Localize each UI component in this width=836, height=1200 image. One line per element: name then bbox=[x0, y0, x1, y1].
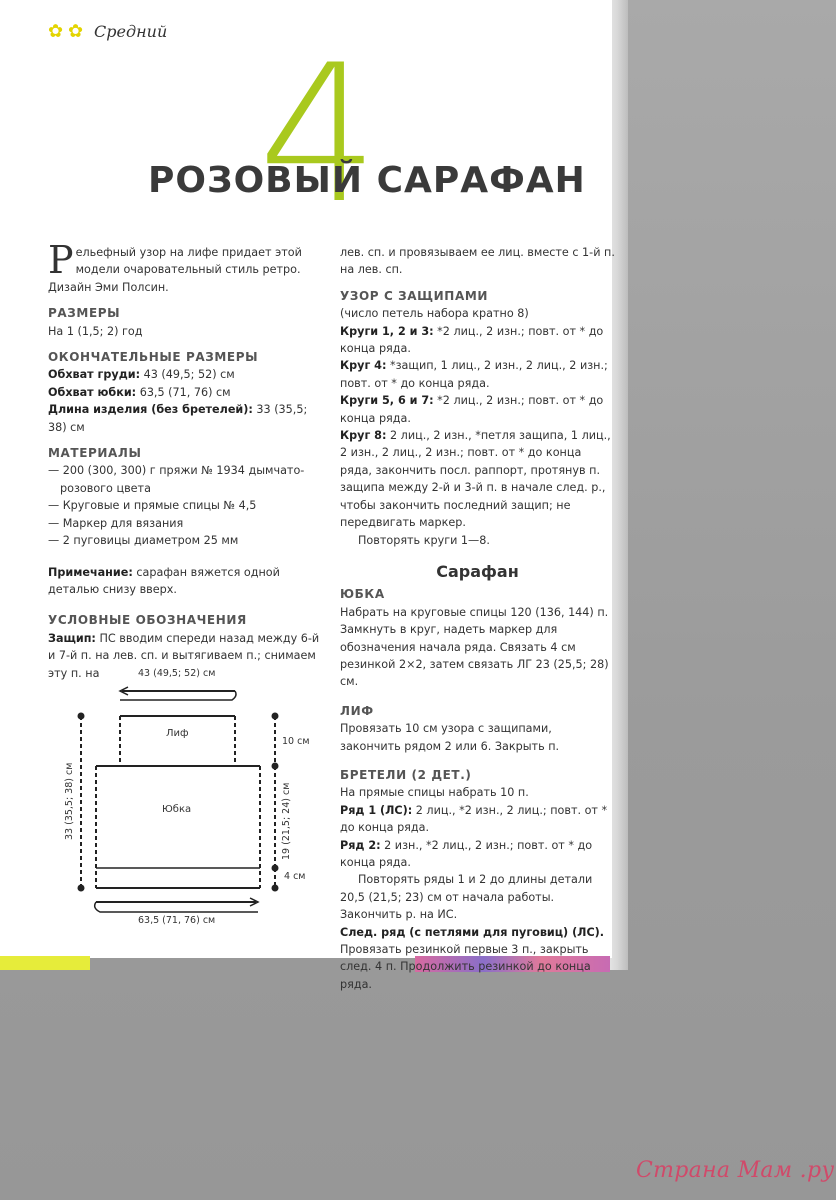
sizes-text: На 1 (1,5; 2) год bbox=[48, 324, 143, 338]
bodice-text: Провязать 10 см узора с защипами, закончить рядом 2 или 6. Закрыть п. bbox=[340, 722, 560, 753]
strap-row: Ряд 1 (ЛС): 2 лиц., *2 изн., 2 лиц.; повт. от * до конца ряда. bbox=[340, 803, 608, 835]
symbol-definition: Защип: ПС вводим спереди назад между 6-й и 7-й п. на лев. сп. и вытягиваем п.; снимаем эту п. на bbox=[48, 631, 320, 680]
bodice-height-label: 10 см bbox=[282, 736, 310, 747]
flower-icon: ✿ bbox=[48, 20, 64, 42]
total-height-label: 33 (35,5; 38) см bbox=[64, 762, 75, 840]
sizes-heading: РАЗМЕРЫ bbox=[48, 306, 121, 321]
straps-intro: На прямые спицы набрать 10 п. bbox=[340, 786, 529, 800]
material-item: — 200 (300, 300) г пряжи № 1934 дымчато-розового цвета bbox=[48, 464, 305, 495]
final-size-row: Обхват груди: 43 (49,5; 52) см bbox=[48, 368, 235, 382]
pattern-row: Круг 8: 2 лиц., 2 изн., *петля защипа, 1 лиц., 2 изн., 2 лиц., 2 изн.; повт. от * до конца ряда, закончить посл. раппорт, протянув п. защипа между 2-й и 3-й п. в начале след. р., чтобы закончить последний защип; не передвигать маркер. bbox=[340, 429, 611, 530]
top-width-label: 43 (49,5; 52) см bbox=[138, 668, 216, 679]
rib-height-label: 4 см bbox=[284, 871, 306, 882]
symbols-heading: УСЛОВНЫЕ ОБОЗНАЧЕНИЯ bbox=[48, 613, 247, 628]
straps-heading: БРЕТЕЛИ (2 ДЕТ.) bbox=[340, 767, 472, 782]
skirt-heading: ЮБКА bbox=[340, 587, 385, 602]
drop-cap: Р bbox=[48, 238, 74, 282]
final-sizes-heading: ОКОНЧАТЕЛЬНЫЕ РАЗМЕРЫ bbox=[48, 350, 259, 365]
material-item: — 2 пуговицы диаметром 25 мм bbox=[48, 534, 239, 548]
flower-icon: ✿ bbox=[68, 20, 84, 42]
note: Примечание: сарафан вяжется одной деталью снизу вверх. bbox=[48, 565, 280, 596]
final-size-row: Обхват юбки: 63,5 (71, 76) см bbox=[48, 385, 231, 399]
cover-strip bbox=[0, 956, 90, 970]
tuck-pattern-heading: УЗОР С ЗАЩИПАМИ bbox=[340, 288, 489, 303]
strap-row: Ряд 2: 2 изн., *2 лиц., 2 изн.; повт. от * до конца ряда. bbox=[340, 838, 593, 869]
final-size-row: Длина изделия (без бретелей): 33 (35,5; 38) см bbox=[48, 403, 308, 434]
pattern-row: Круги 1, 2 и 3: *2 лиц., 2 изн.; повт. от * до конца ряда. bbox=[340, 324, 604, 356]
page-title: РОЗОВЫЙ САРАФАН bbox=[148, 160, 586, 201]
material-item: — Круговые и прямые спицы № 4,5 bbox=[48, 499, 257, 513]
difficulty-label: Средний bbox=[94, 22, 168, 41]
material-item: — Маркер для вязания bbox=[48, 516, 184, 530]
pattern-number: 4 bbox=[258, 24, 379, 245]
difficulty-level bbox=[48, 22, 167, 41]
strap-repeat: Повторять ряды 1 и 2 до длины детали 20,5 (21,5; 23) см от начала работы. Закончить р. на ИС. bbox=[340, 873, 593, 922]
intro-paragraph: Рельефный узор на лифе придает этой модели очаровательный стиль ретро. Дизайн Эми Полсин. bbox=[48, 238, 302, 294]
skirt-height-label: 19 (21,5; 24) см bbox=[281, 782, 292, 860]
bottom-width-label: 63,5 (71, 76) см bbox=[138, 915, 216, 926]
watermark: Страна Мам .ру bbox=[636, 1158, 835, 1183]
buttonhole-row: След. ряд (с петлями для пуговиц) (ЛС). Провязать резинкой первые 3 п., закрыть след. 4 п. Продолжить резинкой до конца ряда. bbox=[340, 925, 605, 991]
left-column bbox=[48, 238, 328, 682]
schematic-diagram bbox=[60, 660, 320, 930]
repeat-text: Повторять круги 1—8. bbox=[358, 533, 490, 547]
continued-text: лев. сп. и провязываем ее лиц. вместе с 1-й п. на лев. сп. bbox=[340, 246, 615, 277]
bodice-heading: ЛИФ bbox=[340, 703, 374, 718]
materials-heading: МАТЕРИАЛЫ bbox=[48, 446, 142, 461]
tuck-pattern-multiple: (число петель набора кратно 8) bbox=[340, 307, 529, 321]
pattern-row: Круг 4: *защип, 1 лиц., 2 изн., 2 лиц., 2 изн.; повт. от * до конца ряда. bbox=[340, 359, 608, 390]
bodice-label: Лиф bbox=[166, 728, 189, 739]
section-title: Сарафан bbox=[436, 561, 519, 581]
right-column bbox=[340, 244, 615, 993]
skirt-text: Набрать на круговые спицы 120 (136, 144) п. Замкнуть в круг, надеть маркер для обозначения начала ряда. Связать 4 см резинкой 2×2, затем связать ЛГ 23 (25,5; 28) см. bbox=[340, 605, 609, 689]
skirt-label: Юбка bbox=[162, 804, 192, 815]
pattern-row: Круги 5, 6 и 7: *2 лиц., 2 изн.; повт. от * до конца ряда. bbox=[340, 394, 604, 425]
